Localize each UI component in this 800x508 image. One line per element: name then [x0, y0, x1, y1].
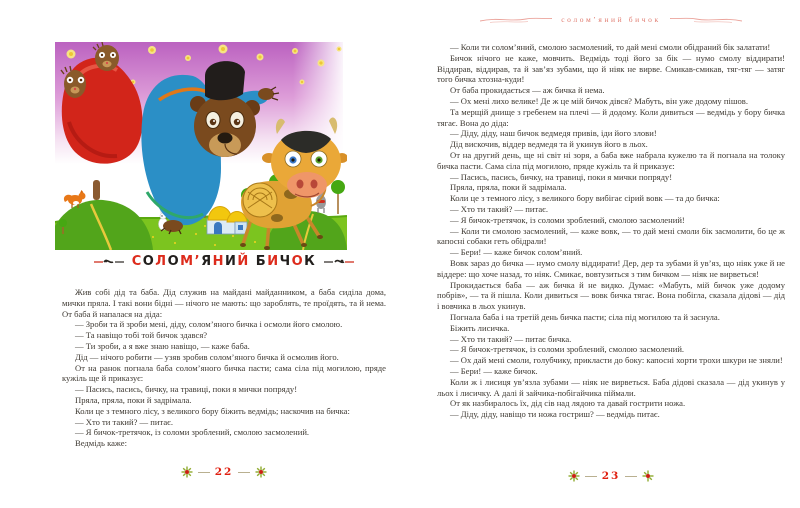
- paragraph: Ведмідь каже:: [75, 438, 127, 449]
- paragraph: Вовк зараз до бичка — нумо смолу віддирати! Дер, дер та зубами й ув’яз, що ніяк уже й не віддере: що хоче назад, то ніяк. Смикає, вовтузиться з тим бичком — ніяк не вирветься!: [437, 257, 785, 279]
- paragraph: — Коли ти смолою засмолений, — каже вовк, — то дай мені смоли бік засмолити, бо це ж капосні собаки геть обідрали!: [437, 225, 785, 247]
- header-flourish-left-icon: [480, 14, 552, 24]
- paragraph: Коли ж і лисиця ув’язла зубами — ніяк не вирветься. Баба дідові сказала — дід укинув у льох і лисичку. А далі й зайчика-побігайчика піймали.: [437, 376, 785, 398]
- paragraph: Та мерщій днище з гребенем на плечі — й додому. Коли дивиться — ведмідь у бору бичка тягає. Вона до діда:: [437, 106, 785, 128]
- paragraph: Коли це з темного лісу, з великого бору вибігає сірий вовк — та до бичка:: [450, 193, 720, 204]
- paragraph: — Ох дай мені смоли, голубчику, прикласти до боку: капосні хорти трохи шкури не зняли!: [450, 355, 783, 366]
- paragraph: — Хто ти такий? — питає.: [75, 416, 174, 427]
- paragraph: Дід вискочив, віддер ведмедя та й укинув його в льох.: [450, 139, 648, 150]
- paragraph: Пряла, пряла, поки й задрімала.: [75, 394, 192, 405]
- header-flourish-right-icon: [670, 14, 742, 24]
- illustration-svg: [55, 42, 347, 250]
- paragraph: — Ти зроби, а я вже знаю навіщо, — каже баба.: [75, 340, 250, 351]
- story-title-row: [62, 254, 386, 269]
- running-header: [437, 14, 785, 24]
- paragraph: Погнала баба і на третій день бичка пасти; сіла під могилою та й заснула.: [450, 311, 720, 322]
- flower-ornament-icon: [568, 470, 580, 482]
- story-title: СОЛОМ’ЯНИЙ БИЧОК: [131, 254, 317, 269]
- right-page-footer: [437, 470, 785, 482]
- title-flourish-right-icon: [324, 257, 354, 267]
- paragraph: — Та навіщо тобі той бичок здався?: [75, 330, 208, 341]
- paragraph: От на ранок погнала баба солом’яного бичка пасти; сама сіла під могилою, пряде кужіль ще й приказує:: [62, 362, 386, 384]
- paragraph: — Діду, діду, навіщо ти ножа гостриш? — ведмідь питає.: [450, 409, 660, 420]
- left-hill: [55, 180, 153, 250]
- paragraph: — Бери! — каже бичок.: [450, 365, 538, 376]
- paragraph: — Хто ти такий? — питає.: [450, 203, 549, 214]
- paragraph: — Я бичок-третячок, із соломи зроблений, смолою засмолений.: [75, 427, 310, 438]
- pagenum-dash: [625, 476, 637, 477]
- story-illustration: [55, 42, 347, 250]
- paragraph: — Я бичок-третячок, із соломи зроблений, смолою засмолений!: [450, 214, 685, 225]
- paragraph: — Ох мені лихо велике! Де ж це мій бичок дівся? Мабуть, він уже додому пішов.: [450, 95, 748, 106]
- paragraph: — Бери! — каже бичок солом’яний.: [450, 247, 583, 258]
- pagenum-dash: [238, 472, 250, 473]
- running-header-text: солом’яний бичок: [561, 14, 661, 24]
- paragraph: Бичок нічого не каже, мовчить. Ведмідь тоді його за бік — нумо смолу віддирати! Віддирав, віддирав, та й зав’яз зубами, що й ніяк не вирве. Смикав-смикав, тяг-тяг — затяг того бичка хтозна-куди!: [437, 52, 785, 85]
- paragraph: Коли це з темного лісу, з великого бору біжить ведмідь; наскочив на бичка:: [75, 405, 350, 416]
- paragraph: Прокидається баба — аж бичка й не видко. Думає: «Мабуть, мій бичок уже додому побрів», — та й пішла. Коли дивиться — вовк бичка тягає. Вона побігла, сказала дідові — дід і вовчика в льох укинув.: [437, 279, 785, 312]
- paragraph: От на другий день, ще ні світ ні зоря, а баба вже набрала кужелю та й погнала на толоку бичка пасти. Сама сіла під могилою, пряде кужіль та й приказує:: [437, 149, 785, 171]
- paragraph: — Коли ти солом’яний, смолою засмолений, то дай мені смоли обідраний бік залатати!: [450, 42, 771, 52]
- paragraph: — Зроби та й зроби мені, діду, солом’яного бичка і осмоли його смолою.: [75, 319, 343, 330]
- paragraph: — Пасись, пасись, бичку, на травиці, поки я мички попряду!: [450, 171, 673, 182]
- paragraph: — Хто ти такий? — питає бичка.: [450, 333, 572, 344]
- paragraph: — Пасись, пасись, бичку, на травиці, поки я мички попряду!: [75, 384, 298, 395]
- left-page-text: [62, 287, 386, 449]
- paragraph: Пряла, пряла, поки й задрімала.: [450, 182, 567, 193]
- paragraph: Дід — нічого робити — узяв зробив солом’яного бичка й осмолив його.: [75, 351, 339, 362]
- flower-ornament-icon: [642, 470, 654, 482]
- paragraph: Жив собі дід та баба. Дід служив на майдані майданником, а баба сиділа дома, мички пряла. І такі вони бідні — нічого не мають: що зароблять, те проїдять, та й нема. От баба й напалася на діда:: [62, 287, 386, 319]
- flower-ornament-icon: [181, 466, 193, 478]
- paragraph: От як назбиралось їх, дід сів над лядою та давай гострити ножа.: [450, 398, 686, 409]
- house: [207, 207, 247, 235]
- right-page-number: 23: [601, 470, 621, 482]
- paragraph: Біжить лисичка.: [450, 322, 510, 333]
- pagenum-dash: [198, 472, 210, 473]
- left-page-footer: [62, 466, 386, 478]
- paragraph: — Діду, діду, наш бичок ведмедя привів, іди його злови!: [450, 128, 657, 139]
- pagenum-dash: [585, 476, 597, 477]
- paragraph: От баба прокидається — аж бичка й нема.: [450, 85, 605, 96]
- title-flourish-left-icon: [94, 257, 124, 267]
- left-page-number: 22: [214, 466, 234, 478]
- right-page-text: [437, 42, 785, 420]
- flower-ornament-icon: [255, 466, 267, 478]
- paragraph: — Я бичок-третячок, із соломи зроблений, смолою засмолений.: [450, 344, 685, 355]
